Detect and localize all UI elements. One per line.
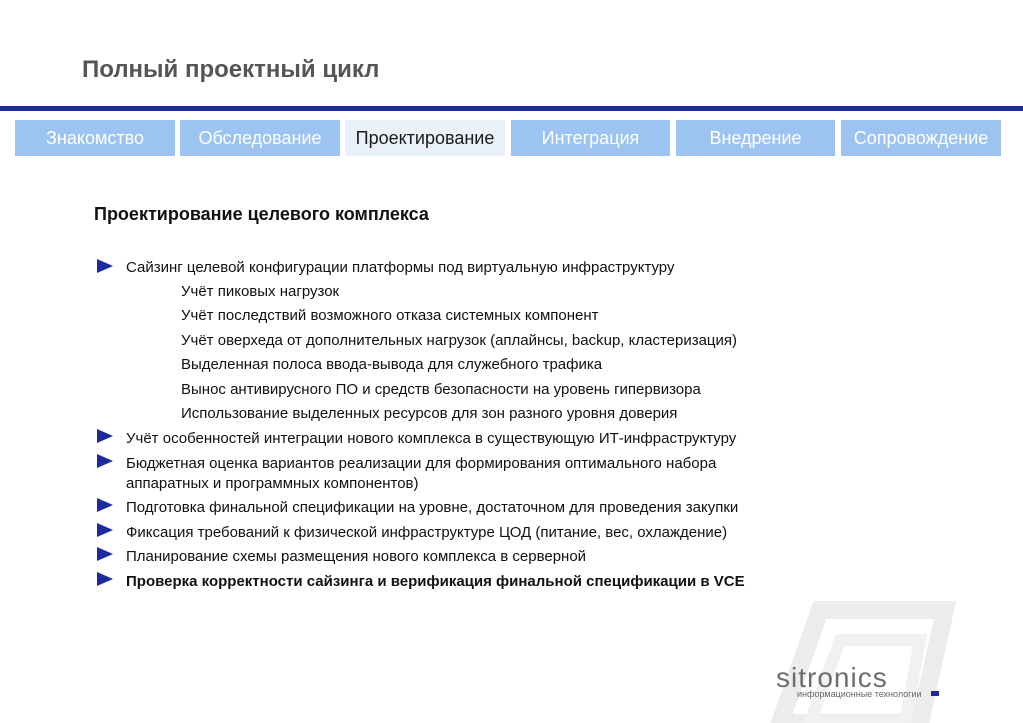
right-triangle-icon: [96, 571, 116, 589]
sub-item: Выделенная полоса ввода-вывода для служебного трафика: [181, 356, 603, 373]
tab-proektirovanie[interactable]: Проектирование: [345, 120, 505, 156]
tab-obsledovanie[interactable]: Обследование: [180, 120, 340, 156]
sub-item: Учёт пиковых нагрузок: [181, 283, 340, 300]
tab-soprovozhdenie[interactable]: Сопровождение: [841, 120, 1001, 156]
section-heading: Проектирование целевого комплекса: [94, 204, 429, 224]
tab-integratsiya[interactable]: Интеграция: [511, 120, 670, 156]
company-tagline: информационные технологии: [797, 689, 922, 699]
right-triangle-icon: [96, 522, 116, 540]
right-triangle-icon: [96, 546, 116, 564]
company-logo: sitronics: [776, 662, 888, 693]
sub-item: Учёт последствий возможного отказа системных компонент: [181, 307, 599, 324]
process-tabs: [15, 120, 1001, 156]
bullet-item: Подготовка финальной спецификации на уровне, достаточном для проведения закупки: [126, 499, 739, 516]
bullet-item: Сайзинг целевой конфигурации платформы под виртуальную инфраструктуру: [126, 259, 675, 276]
right-triangle-icon: [96, 453, 116, 471]
page-title: Полный проектный цикл: [82, 56, 380, 83]
sub-item: Вынос антивирусного ПО и средств безопасности на уровень гипервизора: [181, 381, 701, 398]
sub-item: Учёт оверхеда от дополнительных нагрузок (аплайнсы, backup, кластеризация): [181, 332, 738, 349]
tab-znakomstvo[interactable]: Знакомство: [15, 120, 175, 156]
bullet-item: Планирование схемы размещения нового комплекса в серверной: [126, 548, 587, 565]
bullet-item: Фиксация требований к физической инфраструктуре ЦОД (питание, вес, охлаждение): [126, 524, 728, 541]
right-triangle-icon: [96, 428, 116, 446]
bullet-item-continuation: аппаратных и программных компонентов): [126, 475, 419, 492]
right-triangle-icon: [96, 497, 116, 515]
logo-accent-square: [931, 691, 939, 696]
right-triangle-icon: [96, 258, 116, 276]
header-divider: [0, 106, 1023, 111]
bullet-item-highlighted: Проверка корректности сайзинга и верификация финальной спецификации в VCE: [126, 573, 745, 590]
tab-vnedrenie[interactable]: Внедрение: [676, 120, 835, 156]
bullet-item: Учёт особенностей интеграции нового комплекса в существующую ИТ-инфраструктуру: [126, 430, 737, 447]
bullet-item: Бюджетная оценка вариантов реализации для формирования оптимального набора: [126, 455, 717, 472]
sub-item: Использование выделенных ресурсов для зон разного уровня доверия: [181, 405, 678, 422]
